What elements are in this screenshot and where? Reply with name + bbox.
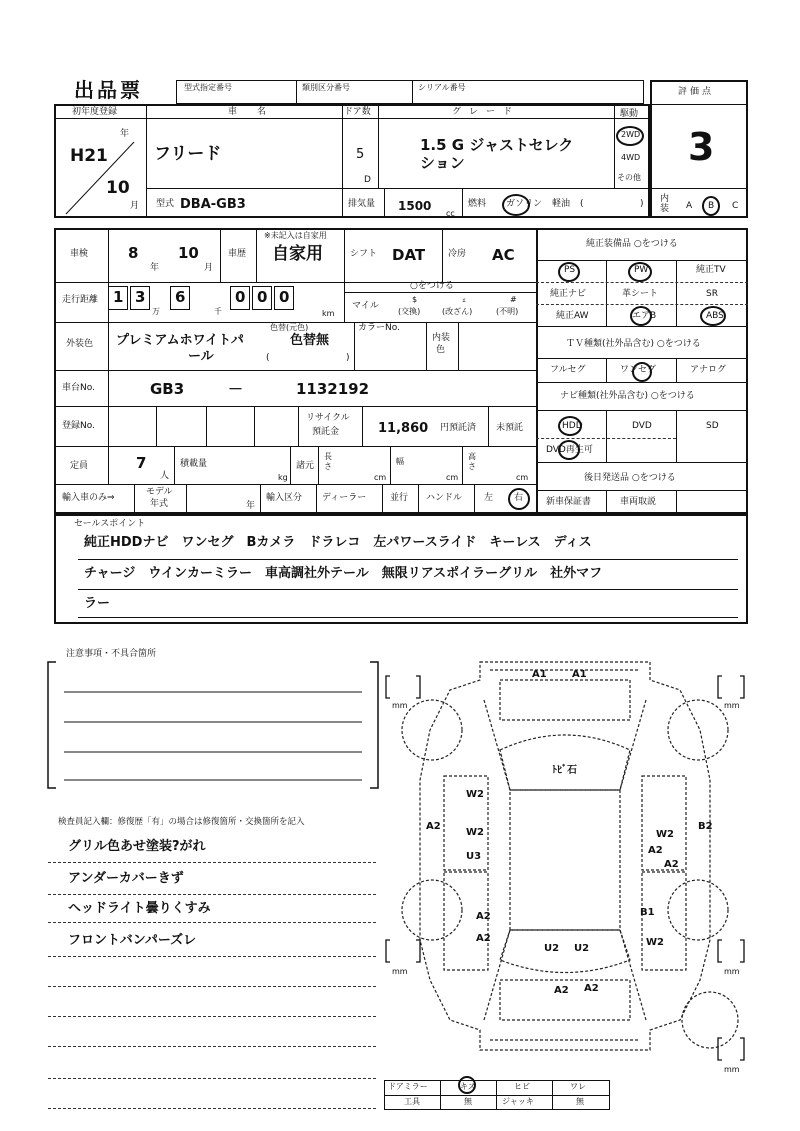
doors-label: ドア数 [344, 107, 371, 117]
recycle-label-1: リサイクル [306, 413, 350, 423]
drive-2wd-circle [616, 126, 644, 146]
grade-line2: ション [420, 154, 465, 172]
height-label: 高さ [468, 452, 476, 471]
class-code-label: 類別区分番号 [302, 83, 350, 92]
inspection-month: 10 [178, 244, 199, 262]
mile-unknown: (不明) [496, 307, 519, 316]
car-name-label: 車名 [228, 107, 287, 117]
reg-no-label: 登録No. [62, 421, 95, 431]
drive-4wd: 4WD [621, 153, 641, 162]
grade-line1: 1.5 G ジャストセレク [420, 136, 574, 154]
mark-u2-2: U2 [574, 943, 590, 954]
recycle-value: 11,860 [378, 421, 429, 436]
color-no-label: カラーNo. [358, 323, 400, 333]
interior-c: C [732, 201, 739, 211]
import-parallel: 並行 [390, 493, 409, 503]
color-change-value: 色替無 [290, 333, 330, 348]
equipment-title: 純正装備品 ○をつける [586, 239, 678, 249]
caution-bracket [44, 656, 384, 796]
note-line-2: アンダーカバーきず [68, 871, 184, 886]
first-reg-label: 初年度登録 [72, 107, 118, 117]
mark-tobi-ishi: ﾄﾋﾞ石 [552, 765, 577, 776]
mileage-digit-4: 0 [235, 288, 246, 306]
mile-altered-sym: ｪ [462, 295, 466, 304]
mark-a1-1: A1 [532, 669, 547, 680]
chassis-prefix: GB3 [150, 380, 185, 398]
mark-a2-left-lower: A2 [476, 911, 491, 922]
crack-label: ヒビ [514, 1082, 530, 1091]
load-unit: kg [278, 473, 288, 482]
mm-label-4: mm [724, 967, 740, 976]
navi-hdd: HDD [562, 421, 583, 431]
fuel-label: 燃料 [468, 199, 487, 209]
equip-abs: ABS [706, 311, 724, 321]
equip-airbag: エアB [632, 311, 657, 321]
fuel-light-oil: 軽油 [552, 199, 571, 209]
mark-a2-right-2: A2 [664, 859, 679, 870]
mark-a2-rear-1: A2 [554, 985, 569, 996]
tv-fullseg: フルセグ [550, 365, 586, 375]
exterior-label: 外装色 [66, 339, 94, 349]
equip-ps-circle [558, 262, 580, 282]
color-paren-close: ) [346, 353, 350, 363]
displacement-unit: cc [446, 209, 455, 218]
sales-point-label: セールスポイント [74, 519, 146, 529]
inspection-month-suffix: 月 [204, 263, 214, 273]
recycle-not: 未預託 [496, 423, 524, 433]
length-cm: cm [374, 473, 387, 482]
mileage-sen: 千 [214, 307, 222, 316]
history-value: 自家用 [272, 244, 323, 264]
break-label: ワレ [570, 1082, 586, 1091]
rating-label: 評価点 [678, 87, 715, 97]
sales-line-1: 純正HDDナビ ワンセグ Bカメラ ドラレコ 左パワースライド キーレス ディス [84, 535, 592, 550]
mm-label-1: mm [392, 701, 408, 710]
drive-label: 駆動 [620, 109, 639, 119]
door-mirror-value: キズ [460, 1082, 476, 1091]
mile-unknown-sym: # [510, 295, 517, 304]
first-reg-era-year: H21 [70, 146, 108, 166]
import-dealer: ディーラー [322, 493, 367, 503]
inspection-label: 車検 [70, 249, 89, 259]
note-line-3: ヘッドライト曇りくすみ [68, 901, 211, 916]
equip-aw: 純正AW [556, 311, 589, 321]
mark-u3: U3 [466, 851, 482, 862]
import-class-label: 輸入区分 [266, 493, 303, 503]
first-reg-month: 10 [106, 178, 130, 198]
interior-b-circle [702, 196, 720, 216]
mark-w2-left-mid: W2 [466, 827, 484, 838]
width-label: 幅 [396, 457, 404, 466]
capacity-value: 7 [136, 454, 147, 472]
displacement-value: 1500 [398, 199, 432, 213]
inspection-year-suffix: 年 [150, 263, 160, 273]
model-year-unit: 年 [246, 501, 256, 511]
shift-label: シフト [350, 249, 378, 259]
capacity-label: 定員 [70, 461, 89, 471]
shift-value: DAT [392, 246, 426, 264]
displacement-label: 排気量 [348, 199, 376, 209]
import-label: 輸入車のみ⇒ [62, 493, 115, 503]
chassis-number: 1132192 [296, 380, 370, 398]
mark-b2: B2 [698, 821, 713, 832]
equip-sr: SR [706, 289, 718, 299]
exterior-value-2: ール [188, 349, 214, 364]
mark-a2-left: A2 [426, 821, 441, 832]
navi-title: ナビ種類(社外品含む) ○をつける [560, 391, 695, 401]
exterior-value-1: プレミアムホワイトパ [116, 333, 244, 348]
mark-a2-left-bottom: A2 [476, 933, 491, 944]
equip-navi: 純正ナビ [550, 289, 587, 299]
interior-a: A [686, 201, 693, 211]
grade-label: グレード [452, 107, 521, 117]
navi-dvd: DVD [632, 421, 652, 431]
serial-label: シリアル番号 [418, 83, 466, 92]
height-cm: cm [516, 473, 529, 482]
door-mirror-label: ドアミラー [388, 1082, 428, 1091]
handle-right-circle [508, 488, 530, 510]
mileage-unit: km [322, 309, 335, 318]
width-cm: cm [446, 473, 459, 482]
mark-w2-right: W2 [656, 829, 674, 840]
handle-right: 右 [514, 493, 524, 503]
interior-label: 内装 [660, 194, 670, 214]
jack-value: 無 [576, 1097, 584, 1106]
car-name-value: フリード [154, 144, 222, 164]
fuel-paren-open: ( [580, 199, 584, 209]
mileage-digit-6: 0 [279, 288, 290, 306]
mile-exchange-sym: $ [412, 295, 418, 304]
mark-a2-right-1: A2 [648, 845, 663, 856]
mileage-digit-2: 3 [135, 288, 146, 306]
load-label: 積載量 [180, 459, 208, 469]
type-label: 型式 [156, 199, 175, 209]
interior-color-label-2: 色 [436, 345, 446, 355]
recycle-unit: 円預託済 [440, 423, 477, 433]
door-mirror-circle [458, 1076, 476, 1094]
mile-altered: (改ざん) [442, 307, 473, 316]
interior-b: B [708, 201, 715, 211]
first-reg-year-suffix: 年 [120, 129, 130, 139]
inspection-year: 8 [128, 244, 139, 262]
inspector-label: 検査員記入欄：修復歴「有」の場合は修復箇所・交換箇所を記入 [58, 817, 305, 827]
dims-label: 諸元 [296, 461, 315, 471]
mileage-man: 万 [152, 307, 160, 316]
color-change-label: 色替(元色) [270, 323, 309, 332]
note-line-1: グリル色あせ塗装?がれ [68, 839, 206, 854]
mileage-digit-1: 1 [113, 288, 124, 306]
tv-analog: アナログ [690, 365, 727, 375]
tv-oneseg-circle [632, 362, 652, 382]
drive-other: その他 [617, 173, 641, 182]
mark-w2-left-upper: W2 [466, 789, 484, 800]
length-label: 長さ [324, 452, 332, 471]
capacity-unit: 人 [160, 471, 170, 481]
tv-title: ＴＶ種類(社外品含む) ○をつける [566, 339, 701, 349]
equip-ps: PS [564, 265, 576, 275]
later-manual: 車両取説 [620, 497, 657, 507]
mile-label: マイル [352, 301, 379, 311]
fuel-gasoline: ガソリン [506, 199, 543, 209]
later-title: 後日発送品 ○をつける [584, 473, 676, 483]
chassis-label: 車台No. [62, 383, 95, 393]
doors-value: 5 [356, 147, 365, 162]
tools-value: 無 [464, 1097, 472, 1106]
navi-dvd-play-circle [558, 440, 580, 460]
mileage-digit-3: 6 [175, 288, 186, 306]
mark-b1: B1 [640, 907, 655, 918]
model-year-label-2: 年式 [150, 499, 169, 509]
cooler-label: 冷房 [448, 249, 467, 259]
history-note: ※未記入は自家用 [264, 231, 327, 240]
equip-leather: 革シート [622, 289, 659, 299]
mm-label-3: mm [392, 967, 408, 976]
model-code-label: 型式指定番号 [184, 83, 232, 92]
rating-value: 3 [688, 125, 715, 169]
mark-u2-1: U2 [544, 943, 560, 954]
tools-label: 工具 [404, 1097, 420, 1106]
caution-label: 注意事項・不具合箇所 [66, 649, 157, 659]
equip-abs-circle [700, 306, 726, 326]
cooler-value: AC [492, 246, 515, 264]
navi-dvd-play: DVD再生可 [546, 445, 593, 455]
model-year-label-1: モデル [146, 487, 173, 497]
tv-oneseg: ワンセグ [620, 365, 657, 375]
mm-label-2: mm [724, 701, 740, 710]
later-warranty: 新車保証書 [546, 497, 592, 507]
note-line-4: フロントバンパーズレ [68, 933, 197, 948]
first-reg-month-suffix: 月 [130, 201, 140, 211]
navi-sd: SD [706, 421, 719, 431]
equip-pw-circle [628, 262, 652, 282]
mark-a1-2: A1 [572, 669, 587, 680]
sales-line-2: チャージ ウインカーミラー 車高調社外テール 無限リアスポイラーグリル 社外マフ [84, 566, 603, 581]
handle-label: ハンドル [426, 493, 463, 503]
equip-airbag-circle [630, 306, 652, 326]
mileage-digit-5: 0 [257, 288, 268, 306]
navi-hdd-circle [558, 416, 582, 436]
mile-note: ○をつける [410, 281, 454, 291]
mileage-label: 走行距離 [62, 295, 99, 305]
mark-w2-right-lower: W2 [646, 937, 664, 948]
color-paren-open: ( [266, 353, 270, 363]
code-fields [176, 80, 644, 104]
type-value: DBA-GB3 [180, 197, 246, 212]
equip-tv: 純正TV [696, 265, 726, 275]
recycle-label-2: 預託金 [312, 427, 340, 437]
equip-pw: PW [634, 265, 649, 275]
interior-color-label-1: 内装 [432, 333, 451, 343]
handle-left: 左 [484, 493, 494, 503]
fuel-paren-close: ) [640, 199, 644, 209]
mm-label-5: mm [724, 1065, 740, 1074]
doors-sub: D [364, 175, 371, 185]
mile-exchange: (交換) [398, 307, 421, 316]
history-label: 車歴 [228, 249, 247, 259]
jack-label: ジャッキ [502, 1097, 534, 1106]
drive-2wd: 2WD [621, 130, 641, 139]
fuel-circle [502, 194, 530, 216]
chassis-dash: － [228, 380, 244, 398]
car-damage-diagram [380, 640, 760, 1080]
form-title: 出品票 [74, 78, 143, 102]
mark-a2-rear-2: A2 [584, 983, 599, 994]
sales-line-3: ラー [84, 596, 111, 611]
